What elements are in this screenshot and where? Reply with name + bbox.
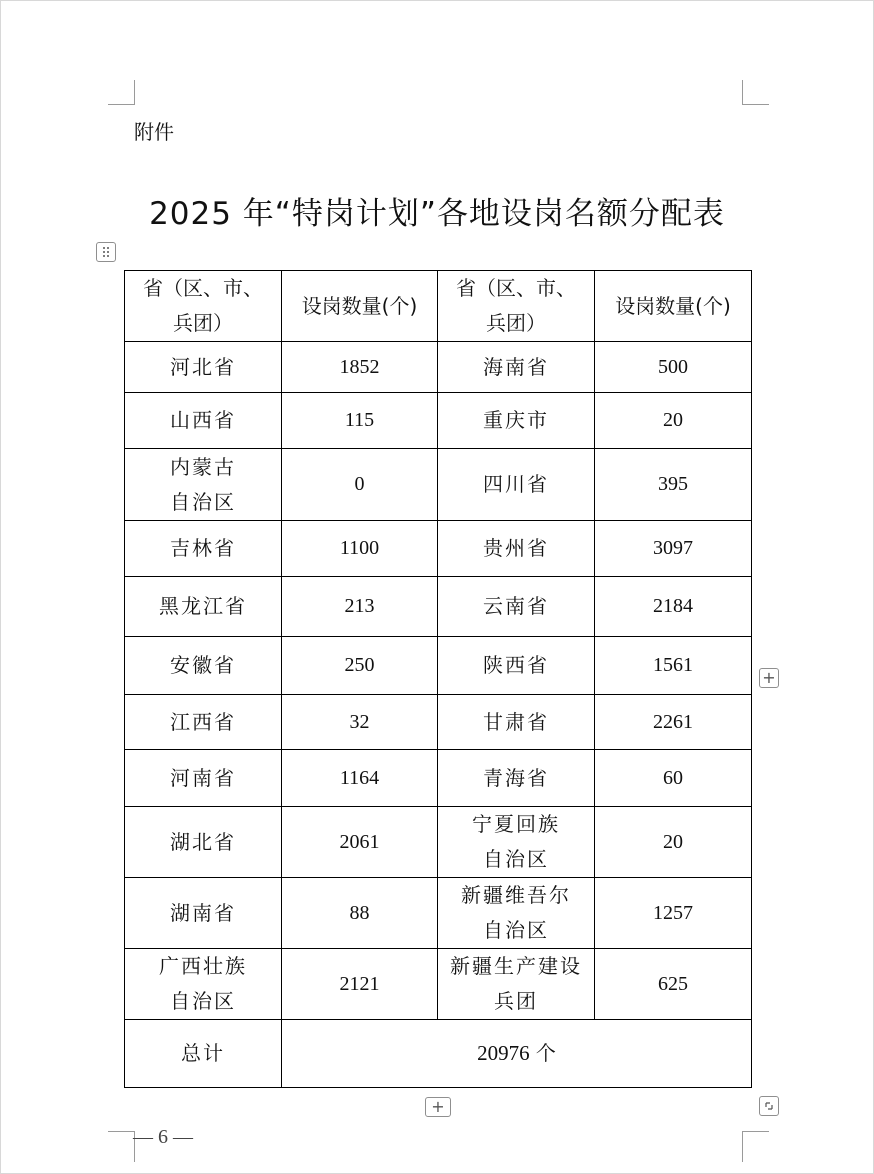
table-row [125, 750, 752, 807]
region-name-cell-left[interactable] [125, 521, 282, 577]
region-name-line: 内蒙古 [170, 454, 236, 479]
header-region-line2: 兵团） [173, 311, 233, 335]
region-name-line: 甘肃省 [483, 709, 549, 734]
table-row [125, 342, 752, 393]
table-resize-handle[interactable] [759, 1096, 779, 1116]
total-unit: 个 [535, 1041, 556, 1065]
region-name-cell-right[interactable] [438, 695, 595, 750]
total-label-cell[interactable]: 总计 [125, 1020, 282, 1088]
quota-table [124, 270, 752, 1088]
region-name-line: 河北省 [170, 354, 236, 379]
region-name-line: 青海省 [483, 765, 549, 790]
add-column-button[interactable] [759, 668, 779, 688]
quota-value-cell[interactable]: 625 [595, 949, 752, 1020]
quota-value-cell[interactable]: 20 [595, 393, 752, 449]
region-name-line: 吉林省 [170, 536, 236, 560]
table-row [125, 393, 752, 449]
quota-value-cell[interactable]: 500 [595, 342, 752, 393]
page-number: — 6 — [133, 1126, 193, 1148]
region-name-line: 自治区 [483, 918, 549, 942]
region-name-cell-left[interactable] [125, 342, 282, 393]
region-name-line: 新疆维吾尔 [461, 883, 571, 907]
quota-value-cell[interactable]: 0 [282, 449, 438, 521]
document-title: 2025 年“特岗计划”各地设岗名额分配表 [149, 196, 725, 232]
region-name-line: 云南省 [483, 594, 549, 618]
crop-mark-bottom-right [742, 1131, 769, 1162]
region-name-cell-right[interactable] [438, 449, 595, 521]
region-name-cell-right[interactable] [438, 342, 595, 393]
quota-value-cell[interactable]: 32 [282, 695, 438, 750]
region-name-cell-left[interactable] [125, 949, 282, 1020]
table-row [125, 637, 752, 695]
table-row [125, 807, 752, 878]
total-value: 20976 [477, 1041, 530, 1065]
table-row [125, 449, 752, 521]
add-row-button[interactable] [425, 1097, 451, 1117]
crop-mark-bottom-left [108, 1131, 135, 1162]
region-name-line: 黑龙江省 [159, 594, 247, 618]
region-name-cell-left[interactable] [125, 393, 282, 449]
quota-value-cell[interactable]: 1561 [595, 637, 752, 695]
quota-value-cell[interactable]: 60 [595, 750, 752, 807]
quota-value-cell[interactable]: 2261 [595, 695, 752, 750]
quota-value-cell[interactable]: 2121 [282, 949, 438, 1020]
quota-value-cell[interactable]: 1257 [595, 878, 752, 949]
quota-value-cell[interactable]: 3097 [595, 521, 752, 577]
region-name-line: 贵州省 [483, 536, 549, 560]
region-name-line: 重庆市 [483, 408, 549, 432]
region-name-line: 河南省 [170, 765, 236, 790]
region-name-cell-right[interactable] [438, 393, 595, 449]
quota-value-cell[interactable]: 2184 [595, 577, 752, 637]
plus-icon: + [431, 1097, 445, 1116]
header-region-left[interactable] [125, 271, 282, 342]
crop-mark-top-right [742, 80, 769, 105]
quota-value-cell[interactable]: 88 [282, 878, 438, 949]
quota-value-cell[interactable]: 115 [282, 393, 438, 449]
region-name-line: 陕西省 [483, 653, 549, 677]
region-name-line: 山西省 [170, 408, 236, 432]
region-name-line: 兵团 [494, 989, 538, 1013]
quota-value-cell[interactable]: 1100 [282, 521, 438, 577]
table-row [125, 878, 752, 949]
plus-icon: + [762, 668, 776, 687]
quota-value-cell[interactable]: 250 [282, 637, 438, 695]
header-region-line1: 省（区、市、 [456, 276, 576, 300]
table-move-handle[interactable] [96, 242, 116, 262]
region-name-cell-right[interactable] [438, 878, 595, 949]
header-region-line1: 省（区、市、 [143, 276, 263, 300]
region-name-cell-left[interactable] [125, 695, 282, 750]
region-name-cell-left[interactable] [125, 807, 282, 878]
region-name-cell-left[interactable] [125, 750, 282, 807]
quota-value-cell[interactable]: 395 [595, 449, 752, 521]
region-name-line: 自治区 [170, 489, 236, 514]
region-name-cell-left[interactable] [125, 449, 282, 521]
grip-dots-icon [101, 246, 111, 258]
region-name-line: 四川省 [483, 472, 549, 496]
quota-value-cell[interactable]: 2061 [282, 807, 438, 878]
region-name-line: 自治区 [483, 847, 549, 871]
region-name-cell-right[interactable] [438, 577, 595, 637]
region-name-cell-right[interactable] [438, 521, 595, 577]
crop-mark-top-left [108, 80, 135, 105]
header-region-right[interactable] [438, 271, 595, 342]
region-name-line: 自治区 [170, 989, 236, 1013]
quota-value-cell[interactable]: 213 [282, 577, 438, 637]
header-count-right[interactable]: 设岗数量(个) [595, 271, 752, 342]
header-count-left[interactable]: 设岗数量(个) [282, 271, 438, 342]
header-region-line2: 兵团） [486, 311, 546, 335]
region-name-cell-left[interactable] [125, 577, 282, 637]
region-name-cell-right[interactable] [438, 750, 595, 807]
attachment-label: 附件 [134, 120, 174, 144]
total-value-cell[interactable] [282, 1020, 752, 1088]
region-name-line: 湖南省 [170, 900, 236, 925]
region-name-line: 宁夏回族 [472, 812, 560, 836]
region-name-line: 海南省 [483, 354, 549, 379]
region-name-cell-right[interactable] [438, 807, 595, 878]
region-name-cell-left[interactable] [125, 878, 282, 949]
region-name-cell-right[interactable] [438, 637, 595, 695]
table-row [125, 949, 752, 1020]
table-row [125, 577, 752, 637]
table-row [125, 521, 752, 577]
quota-value-cell[interactable]: 1852 [282, 342, 438, 393]
region-name-line: 广西壮族 [159, 954, 247, 978]
region-name-cell-left[interactable] [125, 637, 282, 695]
region-name-line: 湖北省 [170, 829, 236, 854]
quota-value-cell[interactable]: 20 [595, 807, 752, 878]
region-name-cell-right[interactable] [438, 949, 595, 1020]
resize-corner-icon [764, 1101, 774, 1111]
quota-value-cell[interactable]: 1164 [282, 750, 438, 807]
region-name-line: 安徽省 [170, 653, 236, 677]
total-row [125, 1020, 752, 1088]
table-row [125, 695, 752, 750]
region-name-line: 江西省 [170, 709, 236, 734]
table-header-row [125, 271, 752, 342]
region-name-line: 新疆生产建设 [450, 954, 582, 978]
